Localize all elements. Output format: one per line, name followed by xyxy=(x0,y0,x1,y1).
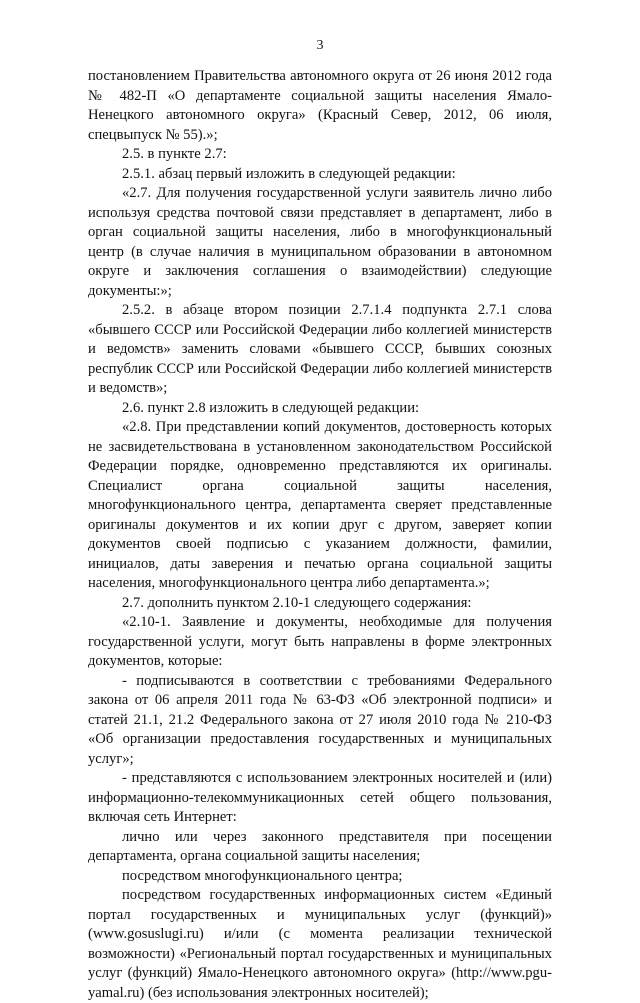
paragraph-2-5-1: 2.5.1. абзац первый изложить в следующей редакции: xyxy=(122,165,456,182)
paragraph-resolution-reference: постановлением Правительства автономного округа от 26 июня 2012 года № 482-П «О департаменте социальной защиты населения Ямало-Ненецкого автономного округа» (Красный Север, 2012, 06 июля, спецвыпуск № 55).»; xyxy=(88,68,552,143)
page-number: 3 xyxy=(316,38,324,53)
paragraph-quote-2-10-1: «2.10-1. Заявление и документы, необходимые для получения государственной услуги, могут быть направлены в форме электронных документов, которые: xyxy=(88,614,552,669)
list-item-portals: посредством государственных информационных систем «Единый портал государственных и муниципальных услуг (функций)» (www.gosuslugi.ru) и/или (с момента реализации технической возможности) «Региональный портал государственных и муниципальных услуг (функций) Ямало-Ненецкого автономного округа» (http://www.pgu-yamal.ru) (без использования электронных носителей); xyxy=(88,887,552,1001)
paragraph-quote-2-8: «2.8. При представлении копий документов, достоверность которых не засвидетельствована в установленном законодательством Российской Федерации порядке, одновременно представляются их оригиналы. Специалист органа социальной защиты населения, многофункционального центра, департамента сверяет представленные оригиналы документов и их копии друг с другом, заверяет копии документов своей подписью с указанием должности, фамилии, инициалов, даты заверения и печатью органа социальной защиты населения, многофункционального центра либо департамента.»; xyxy=(88,419,552,591)
list-item-mfc: посредством многофункционального центра; xyxy=(122,867,403,884)
paragraph-2-5: 2.5. в пункте 2.7: xyxy=(122,146,227,162)
paragraph-2-6: 2.6. пункт 2.8 изложить в следующей редакции: xyxy=(122,399,420,416)
list-item-signed: - подписываются в соответствии с требованиями Федерального закона от 06 апреля 2011 года № 63-ФЗ «Об электронной подписи» и статей 21.1, 21.2 Федерального закона от 27 июля 2010 года № 210-ФЗ «Об организации предоставления государственных и муниципальных услуг»; xyxy=(88,672,552,767)
paragraph-2-7: 2.7. дополнить пунктом 2.10-1 следующего содержания: xyxy=(122,594,472,611)
paragraph-quote-2-7: «2.7. Для получения государственной услуги заявитель лично либо используя средства почтовой связи представляет в департамент, либо в орган социальной защиты населения, либо в многофункциональный центр (в случае наличия в муниципальном образовании в автономном округе и заключения соглашения о взаимодействии) следующие документы:»; xyxy=(88,185,552,299)
document-body xyxy=(88,67,552,1003)
list-item-in-person: лично или через законного представителя при посещении департамента, органа социальной защиты населения; xyxy=(88,828,552,864)
paragraph-2-5-2: 2.5.2. в абзаце втором позиции 2.7.1.4 подпункта 2.7.1 слова «бывшего СССР или Российской Федерации либо коллегией министерств и ведомств» заменить словами «бывшего СССР, бывших союзных республик СССР или Российской Федерации либо коллегией министерств и ведомств»; xyxy=(88,302,552,396)
list-item-submitted: - представляются с использованием электронных носителей и (или) информационно-телекоммуникационных сетей общего пользования, включая сеть Интернет: xyxy=(88,770,552,825)
